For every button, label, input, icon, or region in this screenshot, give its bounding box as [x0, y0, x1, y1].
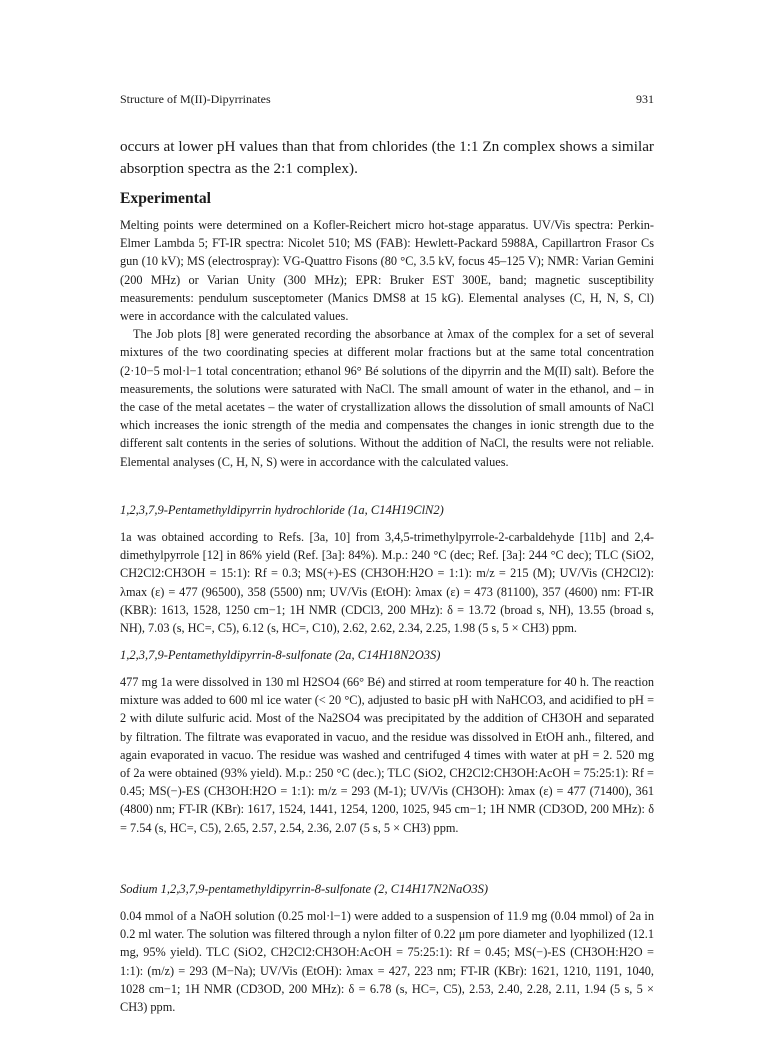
experimental-paragraph-job-plots: The Job plots [8] were generated recording the absorbance at λmax of the complex for a set of several mixtures of the two coordinating species at different molar fractions but at the same total concentration (2·10−5 mol·l−1 total concentration; ethanol 96° Bé solutions of the dipyrrin and the M(II) salt). Before the measurements, the solutions were saturated with NaCl. The small amount of water in the ethanol, and – in the case of the metal acetates – the water of crystallization allows the dissolution of small amounts of NaCl which increases the ionic strength of the media and compensates the changes in ionic strength due to the different salt contents in the series of solutions. Without the addition of NaCl, the results were not reliable. Elemental analyses (C, H, N, S) were in accordance with the calculated values. — [120, 327, 654, 469]
experimental-heading: Experimental — [120, 190, 211, 207]
compound-2-section — [120, 907, 654, 1016]
compound-1a-body: 1a was obtained according to Refs. [3a, 10] from 3,4,5-trimethylpyrrole-2-carbaldehyde [11b] and 2,4-dimethylpyrrole [12] in 86% yield (Ref. [3a]: 84%). M.p.: 240 °C (dec; Ref. [3a]: 244 °C dec); TLC (SiO2, CH2Cl2:CH3OH = 15:1): Rf = 0.3; MS(+)-ES (CH3OH:H2O = 1:1): m/z = 215 (M); UV/Vis (CH2Cl2): λmax (ε) = 477 (96500), 358 (5500) nm; UV/Vis (EtOH): λmax (ε) = 473 (81100), 357 (4600) nm: FT-IR (KBR): 1613, 1528, 1250 cm−1; 1H NMR (CDCl3, 200 MHz): δ = 13.72 (broad s, NH), 13.55 (broad s, NH), 7.03 (s, HC=, C5), 6.12 (s, HC=, C10), 2.62, 2.62, 2.34, 2.25, 1.98 (5 s, 5 × CH3) ppm. — [120, 530, 654, 636]
page-number: 931 — [636, 92, 654, 106]
compound-2-body: 0.04 mmol of a NaOH solution (0.25 mol·l−1) were added to a suspension of 11.9 mg (0.04 mmol) of 2a in 0.2 ml water. The solution was filtered through a nylon filter of 0.22 μm pore diameter and lyophilized (12.1 mg, 95% yield). TLC (SiO2, CH2Cl2:CH3OH:AcOH = 75:25:1): Rf = 0.45; MS(−)-ES (CH3OH:H2O = 1:1): (m/z) = 293 (M−Na); UV/Vis (EtOH): λmax = 427, 223 nm; FT-IR (KBr): 1621, 1210, 1191, 1040, 1028 cm−1; 1H NMR (CD3OD, 200 MHz): δ = 6.78 (s, HC=, C5), 2.53, 2.40, 2.28, 2.11, 1.94 (5 s, 5 × CH3) ppm. — [120, 909, 654, 1015]
running-title: Structure of M(II)-Dipyrrinates — [120, 92, 271, 106]
compound-2a-section — [120, 673, 654, 837]
compound-2a-title: 1,2,3,7,9-Pentamethyldipyrrin-8-sulfonate (2a, C14H18N2O3S) — [120, 648, 441, 662]
compound-2a-body: 477 mg 1a were dissolved in 130 ml H2SO4 (66° Bé) and stirred at room temperature for 40 h. The reaction mixture was added to 600 ml ice water (< 20 °C), adjusted to basic pH with NaHCO3, and acidified to pH = 2 with dilute sulfuric acid. Most of the Na2SO4 was precipitated by the addition of CH3OH and separated by filtration. The filtrate was evaporated in vacuo, and the residue was dissolved in EtOH anh., filtered, and again evaporated in vacuo. The residue was washed and centrifuged 4 times with water at pH = 2. 520 mg of 2a were obtained (93% yield). M.p.: 250 °C (dec.); TLC (SiO2, CH2Cl2:CH3OH:AcOH = 75:25:1): Rf = 0.45; MS(−)-ES (CH3OH:H2O = 1:1): m/z = 293 (M-1); UV/Vis (CH3OH): λmax (ε) = 477 (71400), 361 (4800) nm; FT-IR (KBr): 1617, 1524, 1441, 1254, 1200, 1025, 945 cm−1; 1H NMR (CD3OD, 200 MHz): δ = 7.54 (s, HC=, C5), 2.65, 2.57, 2.54, 2.36, 2.07 (5 s, 5 × CH3) ppm. — [120, 675, 654, 835]
intro-paragraph: occurs at lower pH values than that from chlorides (the 1:1 Zn complex shows a similar absorption spectra as the 2:1 complex). — [120, 138, 654, 178]
experimental-section — [120, 216, 654, 471]
compound-1a-section — [120, 528, 654, 637]
compound-1a-title: 1,2,3,7,9-Pentamethyldipyrrin hydrochloride (1a, C14H19ClN2) — [120, 503, 444, 517]
compound-2-title: Sodium 1,2,3,7,9-pentamethyldipyrrin-8-sulfonate (2, C14H17N2NaO3S) — [120, 882, 489, 896]
experimental-paragraph-instruments: Melting points were determined on a Kofler-Reichert micro hot-stage apparatus. UV/Vis spectra: Perkin-Elmer Lambda 5; FT-IR spectra: Nicolet 510; MS (FAB): Hewlett-Packard 5988A, Capillartron Frasor Cs gun (10 kV); MS (electrospray): VG-Quattro Fisons (80 °C, 3.5 kV, focus 45–125 V); NMR: Varian Gemini (200 MHz) or Varian Unity (300 MHz); EPR: Bruker EST 300E, band; magnetic susceptibility measurements: pendulum susceptometer (Manics DMS8 at 15 kG). Elemental analyses (C, H, N, S, Cl) were in accordance with the calculated values. — [120, 218, 654, 324]
